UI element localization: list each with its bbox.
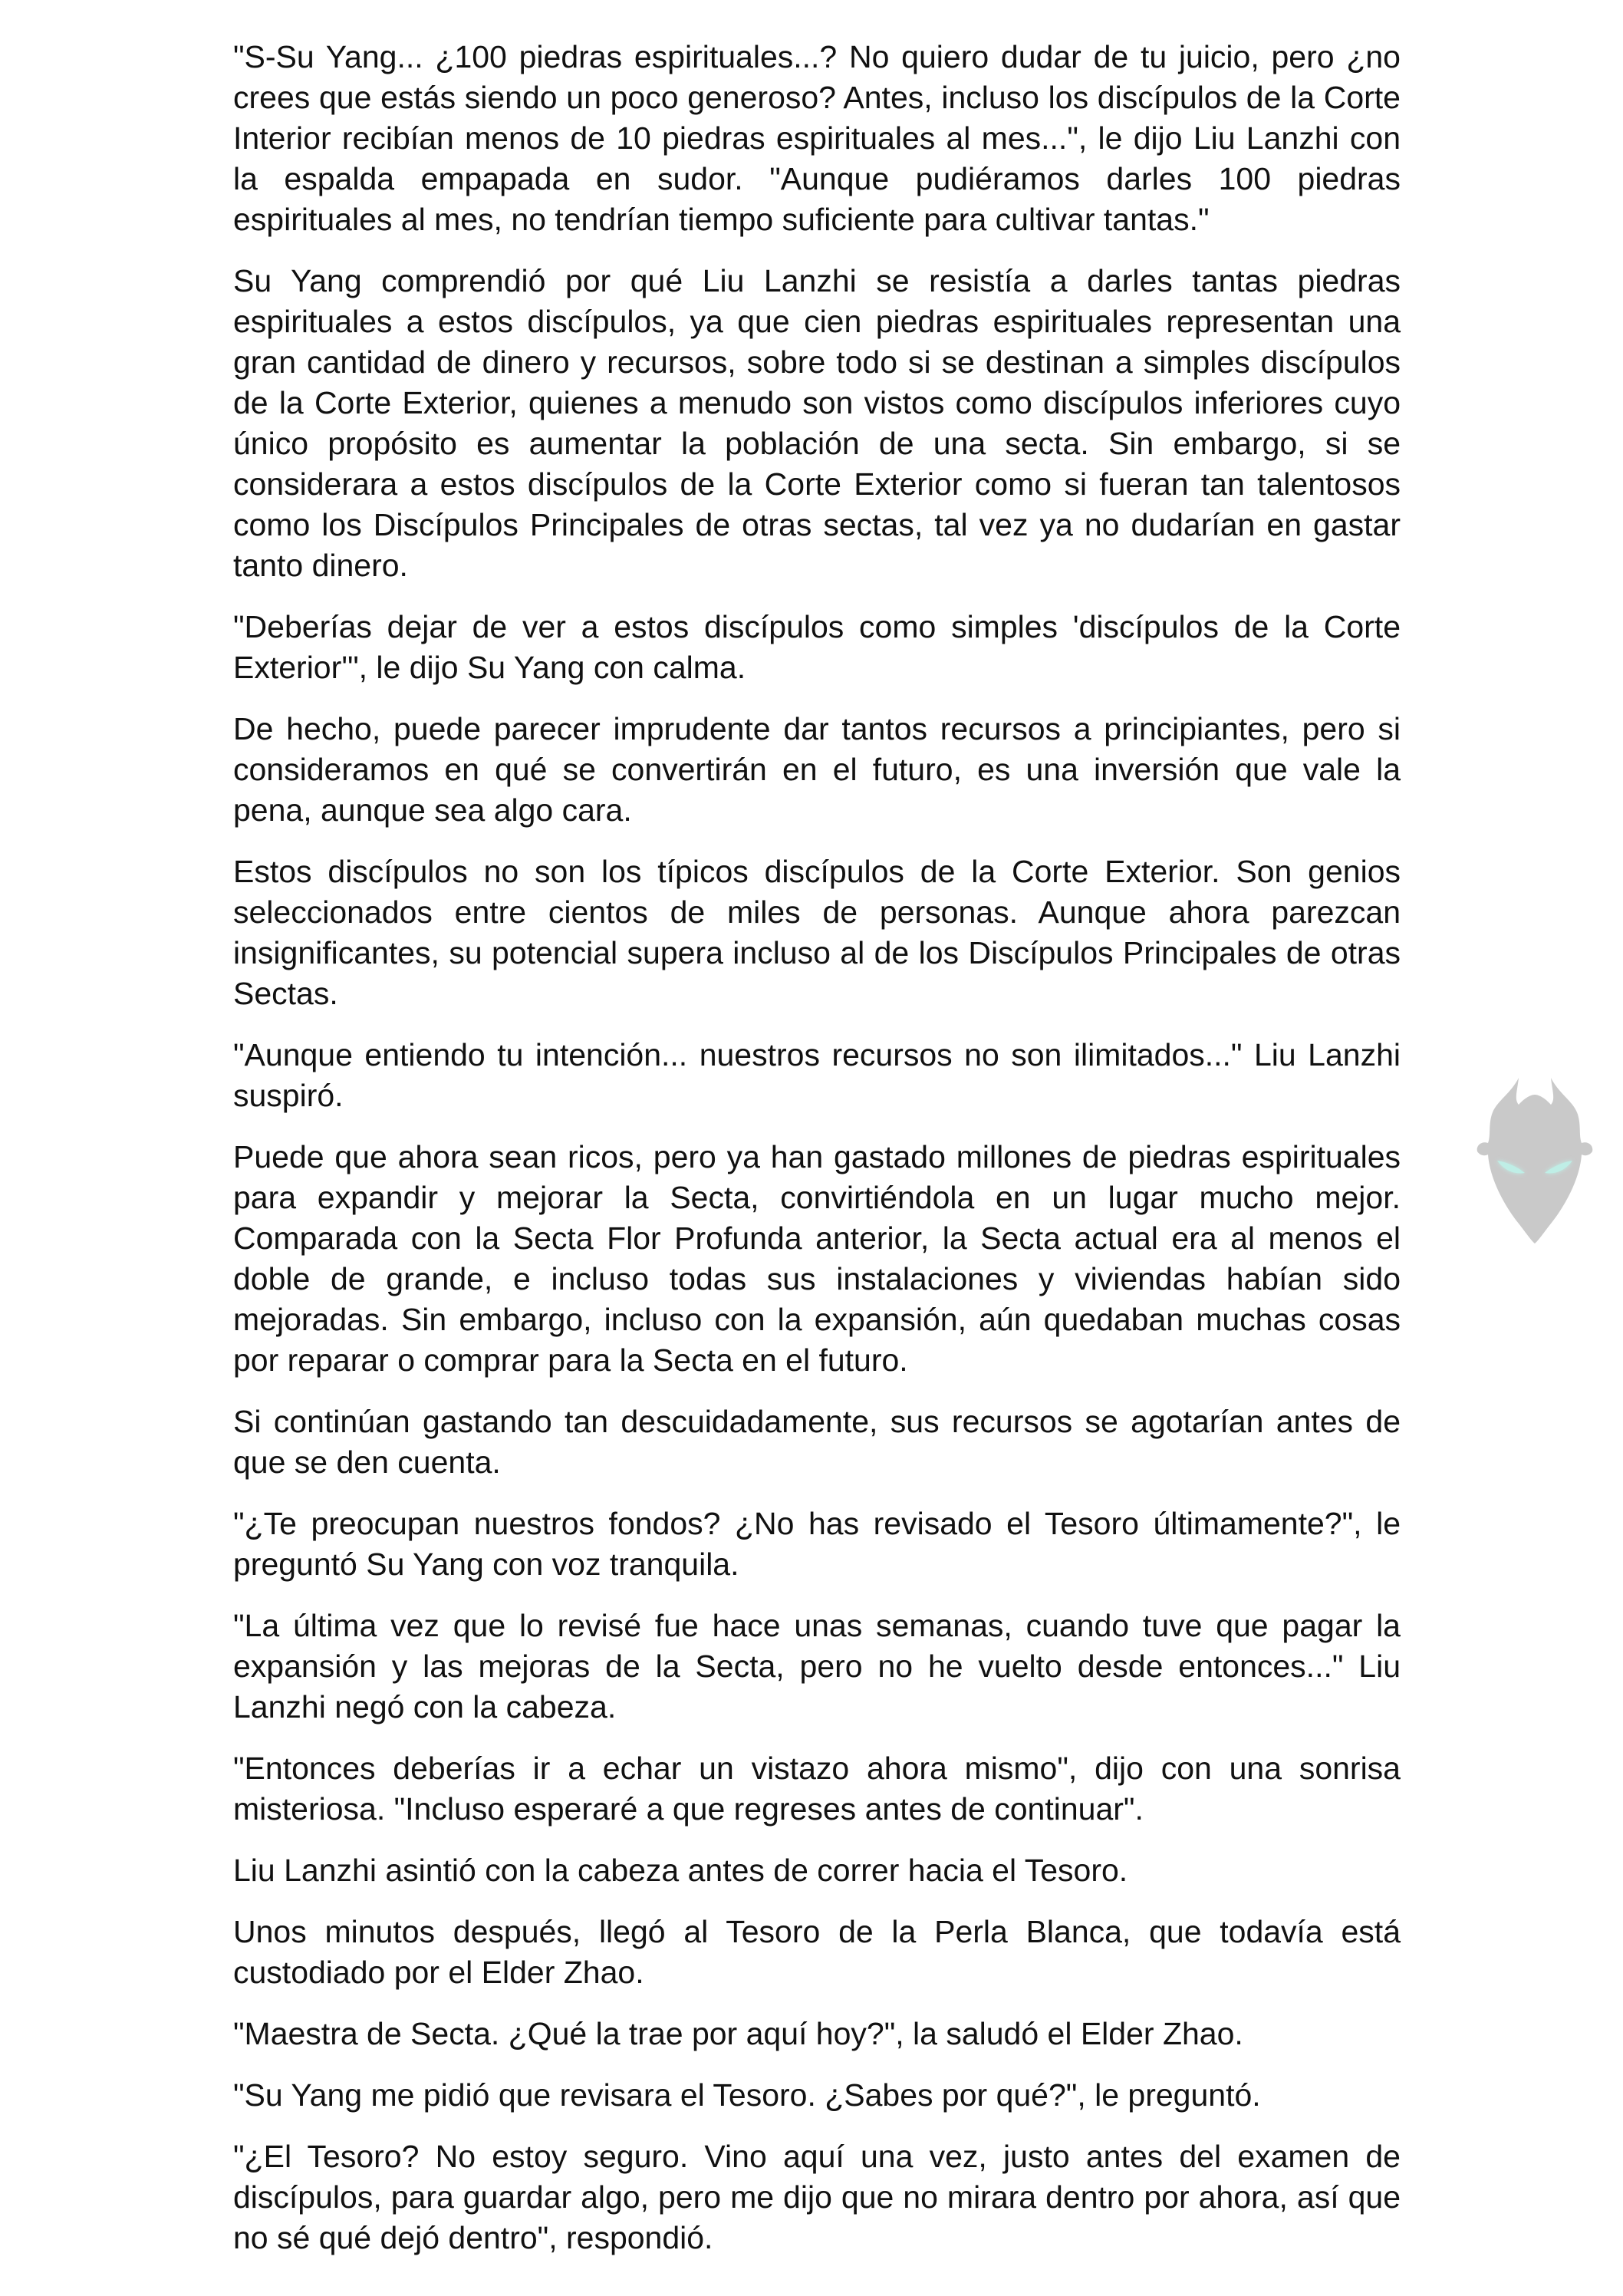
paragraph: "Aunque entiendo tu intención... nuestros recursos no son ilimitados..." Liu Lanzhi suspiró. [233,1037,1401,1113]
paragraph: Su Yang comprendió por qué Liu Lanzhi se resistía a darles tantas piedras espirituales a estos discípulos, ya que cien piedras espirituales representan una gran cantidad de dinero y recursos, sobre todo si se destinan a simples discípulos de la Corte Exterior, quienes a menudo son vistos como discípulos inferiores cuyo único propósito es aumentar la población de una secta. Sin embargo, si se considerara a estos discípulos de la Corte Exterior como si fueran tan talentosos como los Discípulos Principales de otras sectas, tal vez ya no dudarían en gastar tanto dinero. [233,263,1401,583]
watermark-logo [1465,1070,1605,1247]
document-page [233,37,1401,2279]
paragraph: "¿Te preocupan nuestros fondos? ¿No has revisado el Tesoro últimamente?", le preguntó Su Yang con voz tranquila. [233,1506,1401,1582]
paragraph: "¿El Tesoro? No estoy seguro. Vino aquí una vez, justo antes del examen de discípulos, para guardar algo, pero me dijo que no mirara dentro por ahora, así que no sé qué dejó dentro", respondió. [233,2139,1401,2255]
paragraph: "Su Yang me pidió que revisara el Tesoro. ¿Sabes por qué?", le preguntó. [233,2077,1261,2113]
paragraph: "Deberías dejar de ver a estos discípulos como simples 'discípulos de la Corte Exterior'", le dijo Su Yang con calma. [233,609,1401,685]
demon-head-icon [1465,1070,1605,1247]
paragraph: "Maestra de Secta. ¿Qué la trae por aquí hoy?", la saludó el Elder Zhao. [233,2016,1243,2051]
paragraph: "Entonces deberías ir a echar un vistazo ahora mismo", dijo con una sonrisa misteriosa. "Incluso esperaré a que regreses antes de continuar". [233,1751,1401,1827]
paragraph: "La última vez que lo revisé fue hace unas semanas, cuando tuve que pagar la expansión y las mejoras de la Secta, pero no he vuelto desde entonces..." Liu Lanzhi negó con la cabeza. [233,1608,1401,1724]
paragraph: Liu Lanzhi asintió con la cabeza antes de correr hacia el Tesoro. [233,1853,1128,1888]
paragraph: De hecho, puede parecer imprudente dar tantos recursos a principiantes, pero si consideramos en qué se convertirán en el futuro, es una inversión que vale la pena, aunque sea algo cara. [233,711,1401,828]
paragraph: Si continúan gastando tan descuidadamente, sus recursos se agotarían antes de que se den cuenta. [233,1404,1401,1480]
paragraph: Estos discípulos no son los típicos discípulos de la Corte Exterior. Son genios seleccionados entre cientos de miles de personas. Aunque ahora parezcan insignificantes, su potencial supera incluso al de los Discípulos Principales de otras Sectas. [233,854,1401,1011]
paragraph: "S-Su Yang... ¿100 piedras espirituales...? No quiero dudar de tu juicio, pero ¿no crees que estás siendo un poco generoso? Antes, incluso los discípulos de la Corte Interior recibían menos de 10 piedras espirituales al mes...", le dijo Liu Lanzhi con la espalda empapada en sudor. "Aunque pudiéramos darles 100 piedras espirituales al mes, no tendrían tiempo suficiente para cultivar tantas." [233,39,1401,237]
paragraph: Puede que ahora sean ricos, pero ya han gastado millones de piedras espirituales para expandir y mejorar la Secta, convirtiéndola en un lugar mucho mejor. Comparada con la Secta Flor Profunda anterior, la Secta actual era al menos el doble de grande, e incluso todas sus instalaciones y viviendas habían sido mejoradas. Sin embargo, incluso con la expansión, aún quedaban muchas cosas por reparar o comprar para la Secta en el futuro. [233,1139,1401,1378]
paragraph: Unos minutos después, llegó al Tesoro de la Perla Blanca, que todavía está custodiado por el Elder Zhao. [233,1914,1401,1990]
